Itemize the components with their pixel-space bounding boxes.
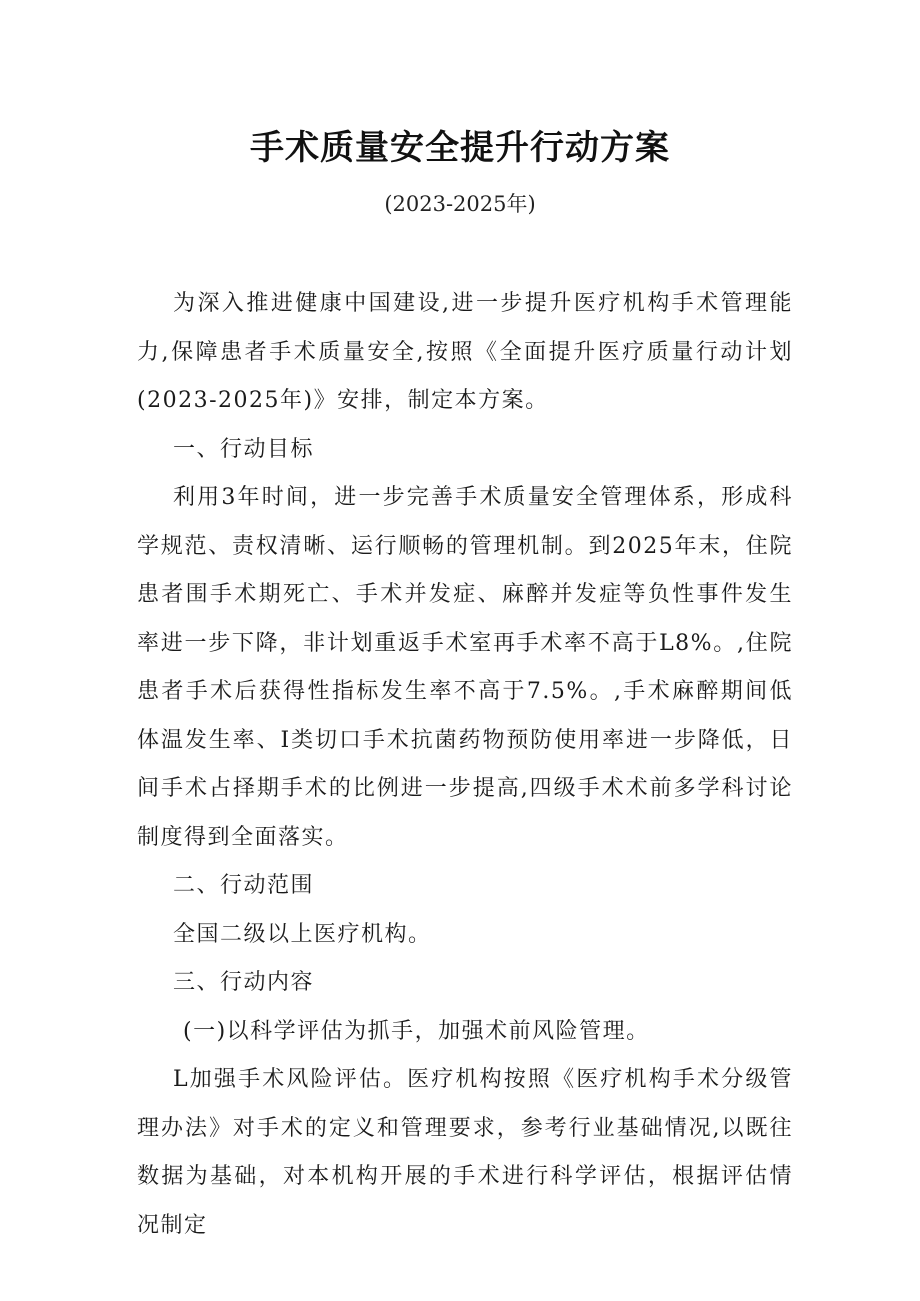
document-subtitle: (2023-2025年) (384, 192, 536, 216)
document-body (137, 280, 793, 1250)
subsection-heading-1: (一)以科学评估为抓手，加强术前风险管理。 (183, 1018, 650, 1044)
section-heading-scope: 二、行动范围 (173, 873, 315, 898)
scope-paragraph: 全国二级以上医疗机构。 (173, 921, 432, 947)
risk-assessment-paragraph: L加强手术风险评估。医疗机构按照《医疗机构手术分级管理办法》对手术的定义和管理要求，参考行业基础情况,以既往数据为基础，对本机构开展的手术进行科学评估，根据评估情况制定 (137, 1067, 793, 1238)
goals-paragraph: 利用3年时间，进一步完善手术质量安全管理体系，形成科学规范、责权清晰、运行顺畅的管理机制。到2025年末，住院患者围手术期死亡、手术并发症、麻醉并发症等负性事件发生率进一步下降，非计划重返手术室再手术率不高于L8%。,住院患者手术后获得性指标发生率不高于7.5%。,手术麻醉期间低体温发生率、I类切口手术抗菌药物预防使用率进一步降低，日间手术占择期手术的比例进一步提高,四级手术术前多学科讨论制度得到全面落实。 (137, 485, 793, 850)
section-heading-goals: 一、行动目标 (173, 436, 315, 462)
section-heading-content: 三、行动内容 (173, 970, 315, 995)
intro-paragraph: 为深入推进健康中国建设,进一步提升医疗机构手术管理能力,保障患者手术质量安全,按照《全面提升医疗质量行动计划(2023-2025年)》安排，制定本方案。 (137, 291, 793, 413)
document-title: 手术质量安全提升行动方案 (250, 128, 670, 168)
